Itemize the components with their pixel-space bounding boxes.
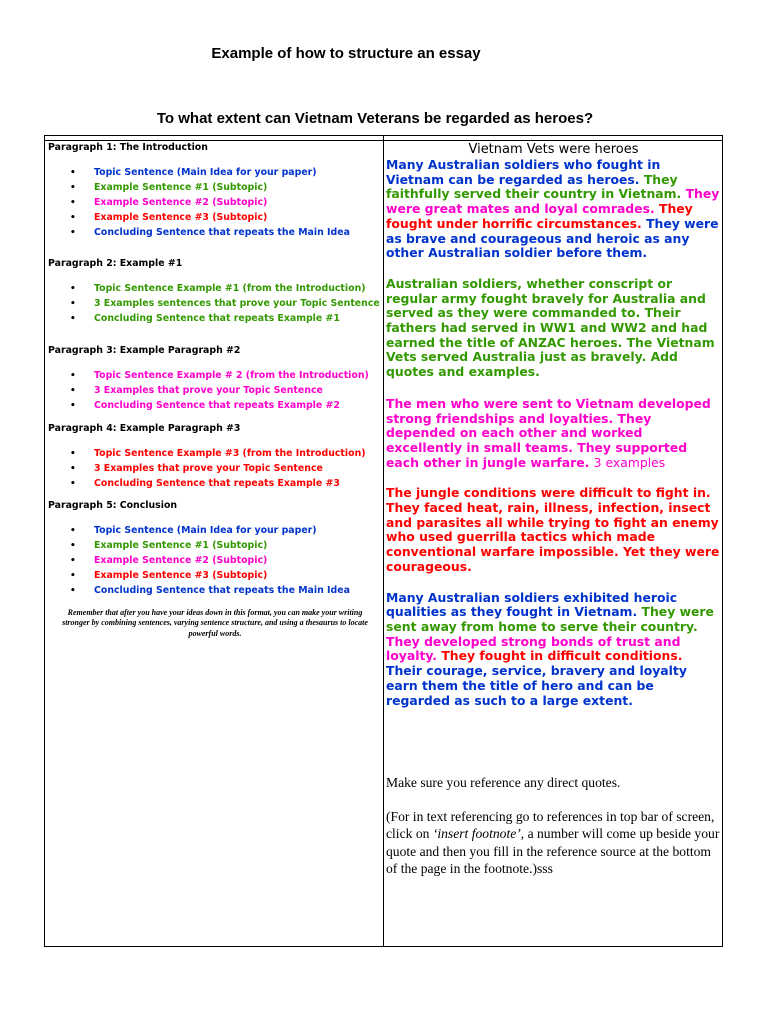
outline-section-1	[48, 142, 382, 240]
bullet-list	[48, 167, 382, 240]
conclusion-paragraph	[386, 591, 721, 709]
outline-section-4	[48, 423, 382, 491]
bullet-item: • Topic Sentence (Main Idea for your paper)	[48, 167, 382, 180]
body-paragraph-3: The jungle conditions were difficult to fight in. They faced heat, rain, illness, infection, insect and parasites all while trying to fight an enemy who used guerrilla tactics which made conventional warfare impossible. Yet they were courageous.	[386, 485, 720, 574]
bullet-item: • Example Sentence #1 (Subtopic)	[48, 182, 382, 195]
bullet-item: • Example Sentence #3 (Subtopic)	[48, 212, 382, 225]
body-paragraph-2	[386, 397, 721, 471]
bullet-item: • Concluding Sentence that repeats Example #1	[48, 313, 382, 326]
conclusion-concluding-sentence: Their courage, service, bravery and loyalty earn them the title of hero and can be regarded as such to a large extent.	[386, 663, 687, 708]
body-paragraph-2-note: 3 examples	[593, 454, 666, 470]
bullet-list	[48, 448, 382, 491]
column-divider	[383, 136, 384, 946]
conclusion-example-3: They fought in difficult conditions.	[441, 648, 683, 664]
paragraph-heading: Paragraph 4: Example Paragraph #3	[48, 422, 241, 434]
bullet-list	[48, 525, 382, 598]
essay-heading: Vietnam Vets were heroes	[468, 142, 639, 157]
outline-section-5	[48, 500, 382, 598]
bullet-item: • Example Sentence #1 (Subtopic)	[48, 540, 382, 553]
bullet-item: • Topic Sentence Example #3 (from the Introduction)	[48, 448, 382, 461]
paragraph-heading: Paragraph 2: Example #1	[48, 257, 183, 269]
intro-example-2: They were great mates and loyal comrades.	[386, 186, 720, 217]
bullet-item: • Concluding Sentence that repeats Example #3	[48, 478, 382, 491]
example-essay-column	[386, 142, 721, 878]
footnote-instructions-a: (For in text referencing go to references in top bar of screen, click on	[386, 808, 715, 842]
bullet-item: • Concluding Sentence that repeats Example #2	[48, 400, 382, 413]
bullet-item: • Concluding Sentence that repeats the Main Idea	[48, 585, 382, 598]
essay-structure-table	[44, 135, 723, 947]
bullet-list	[48, 283, 382, 326]
revision-tip: Remember that after you have your ideas down in this format, you can make your writing stronger by combining sentences, varying sentence structure, and using a thesaurus to locate powerful words.	[62, 607, 368, 638]
conclusion-example-1: They were sent away from home to serve their country.	[386, 604, 714, 634]
footnote-instructions-b: , a number will come up beside your quote and then you fill in the reference source at the bottom of the page in the footnote.)sss	[386, 826, 720, 877]
document-title: Example of how to structure an essay	[211, 45, 481, 62]
bullet-item: • Example Sentence #2 (Subtopic)	[48, 555, 382, 568]
conclusion-example-2: They developed strong bonds of trust and loyalty.	[386, 633, 681, 664]
intro-example-3: They fought under horrific circumstances.	[386, 201, 693, 231]
insert-footnote-term: ‘insert footnote’	[432, 826, 521, 842]
paragraph-heading: Paragraph 3: Example Paragraph #2	[48, 345, 241, 356]
outline-section-3	[48, 345, 382, 413]
paragraph-heading: Paragraph 1: The Introduction	[48, 142, 208, 153]
conclusion-topic-sentence: Many Australian soldiers exhibited heroic qualities as they fought in Vietnam.	[386, 589, 678, 620]
outline-section-2	[48, 258, 382, 326]
intro-concluding-sentence: They were as brave and courageous and heroic as any other Australian soldier before them.	[386, 215, 719, 261]
essay-question: To what extent can Vietnam Veterans be regarded as heroes?	[156, 110, 594, 127]
bullet-item: • Topic Sentence Example # 2 (from the Introduction)	[48, 370, 382, 383]
bullet-item: • 3 Examples sentences that prove your Topic Sentence	[48, 298, 382, 311]
footnote-instructions	[386, 808, 721, 878]
reference-reminder: Make sure you reference any direct quotes.	[386, 775, 621, 791]
bullet-item: • Topic Sentence (Main Idea for your paper)	[48, 525, 382, 538]
bullet-item: • Topic Sentence Example #1 (from the Introduction)	[48, 283, 382, 296]
bullet-item: • Example Sentence #2 (Subtopic)	[48, 197, 382, 210]
bullet-item: • Example Sentence #3 (Subtopic)	[48, 570, 382, 583]
intro-topic-sentence: Many Australian soldiers who fought in Vietnam can be regarded as heroes.	[386, 157, 661, 187]
outline-column	[48, 142, 382, 639]
bullet-item: • 3 Examples that prove your Topic Sentence	[48, 463, 382, 476]
body-paragraph-2-text: The men who were sent to Vietnam developed strong friendships and loyalties. They depended on each other and worked excellently in small teams. They supported each other in jungle warfare.	[386, 395, 711, 470]
intro-paragraph	[386, 158, 721, 261]
bullet-item: • Concluding Sentence that repeats the Main Idea	[48, 227, 382, 240]
body-paragraph-1: Australian soldiers, whether conscript or regular army fought bravely for Australia and served as they were commanded to. Their fathers had served in WW1 and WW2 and had earned the title of ANZAC heroes. The Vietnam Vets served Australia just as bravely. Add quotes and examples.	[386, 275, 715, 380]
bullet-list	[48, 370, 382, 413]
intro-example-1: They faithfully served their country in Vietnam.	[386, 171, 682, 202]
paragraph-heading: Paragraph 5: Conclusion	[48, 500, 178, 511]
bullet-item: • 3 Examples that prove your Topic Sentence	[48, 385, 382, 398]
